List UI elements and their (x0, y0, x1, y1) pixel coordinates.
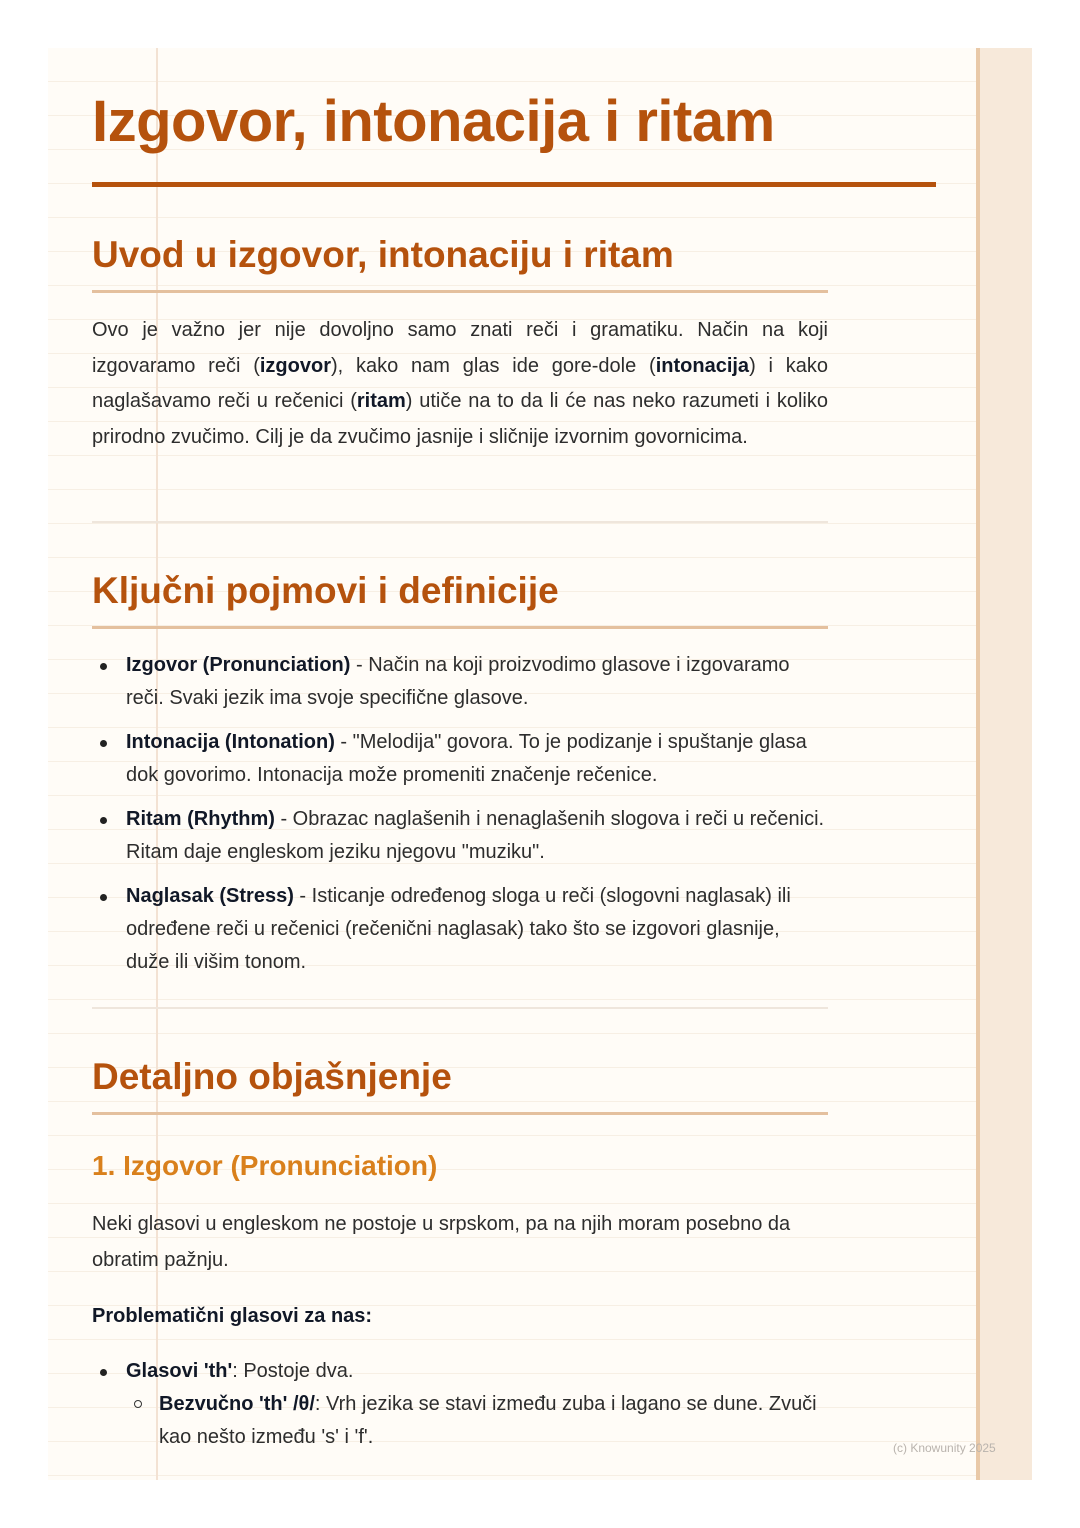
circle-bullet-icon (134, 1400, 142, 1408)
list-item: Intonacija (Intonation) - "Melodija" govora. To je podizanje i spuštanje glasa dok govorimo. Intonacija može promeniti značenje rečenice. (92, 726, 828, 792)
problem-label: Problematični glasovi za nas: (92, 1305, 373, 1327)
bullet-icon (100, 740, 107, 747)
sublist-item: Bezvučno 'th' /θ/: Vrh jezika se stavi između zuba i lagano se dune. Zvuči kao nešto između 's' i 'f'. (126, 1388, 828, 1454)
subsection-heading: 1. Izgovor (Pronunciation) (92, 1150, 438, 1181)
section-rule-pojmovi (92, 626, 828, 629)
watermark: (c) Knowunity 2025 (893, 1441, 996, 1455)
list-item: Izgovor (Pronunciation) - Način na koji proizvodimo glasove i izgovaramo reči. Svaki jezik ima svoje specifične glasove. (92, 649, 828, 715)
section-heading-detaljno: Detaljno objašnjenje (92, 1056, 452, 1097)
term-intonacija: intonacija (655, 354, 750, 377)
page-title: Izgovor, intonacija i ritam (92, 89, 775, 154)
definitions-list (92, 649, 828, 979)
section-separator (92, 521, 828, 523)
bullet-icon (100, 817, 107, 824)
section-rule-uvod (92, 290, 828, 293)
page-right-band (976, 48, 1032, 1480)
section-separator (92, 1007, 828, 1009)
title-rule (92, 182, 936, 187)
list-item: Naglasak (Stress) - Isticanje određenog sloga u reči (slogovni naglasak) ili određene reči u rečenici (rečenični naglasak) tako što se izgovori glasnije, duže ili višim tonom. (92, 880, 828, 979)
subsection-paragraph: Neki glasovi u engleskom ne postoje u srpskom, pa na njih moram posebno da obratim pažnju. (92, 1213, 791, 1271)
list-item: Glasovi 'th': Postoje dva. Bezvučno 'th' /θ/: Vrh jezika se stavi između zuba i lagano se dune. Zvuči kao nešto između 's' i 'f'. (92, 1355, 828, 1454)
section-heading-pojmovi: Ključni pojmovi i definicije (92, 570, 559, 611)
bullet-icon (100, 663, 107, 670)
sounds-sublist (126, 1388, 828, 1454)
term-izgovor: izgovor (259, 354, 331, 377)
bullet-icon (100, 1369, 107, 1376)
list-item: Ritam (Rhythm) - Obrazac naglašenih i nenaglašenih slogova i reči u rečenici. Ritam daje engleskom jeziku njegovu "muziku". (92, 803, 828, 869)
section-rule-detaljno (92, 1112, 828, 1115)
document-page (48, 48, 1032, 1480)
page-right-band-edge (976, 48, 980, 1480)
intro-paragraph: Ovo je važno jer nije dovoljno samo znati reči i gramatiku. Način na koji izgovaramo reči (izgovor), kako nam glas ide gore-dole (intonacija) i kako naglašavamo reči u rečenici (ritam) utiče na to da li će nas neko razumeti i koliko prirodno zvučimo. Cilj je da zvučimo jasnije i sličnije izvornim govornicima. (92, 319, 829, 448)
term-ritam: ritam (356, 390, 406, 412)
sounds-list (92, 1355, 828, 1454)
section-heading-uvod: Uvod u izgovor, intonaciju i ritam (92, 234, 674, 275)
bullet-icon (100, 894, 107, 901)
